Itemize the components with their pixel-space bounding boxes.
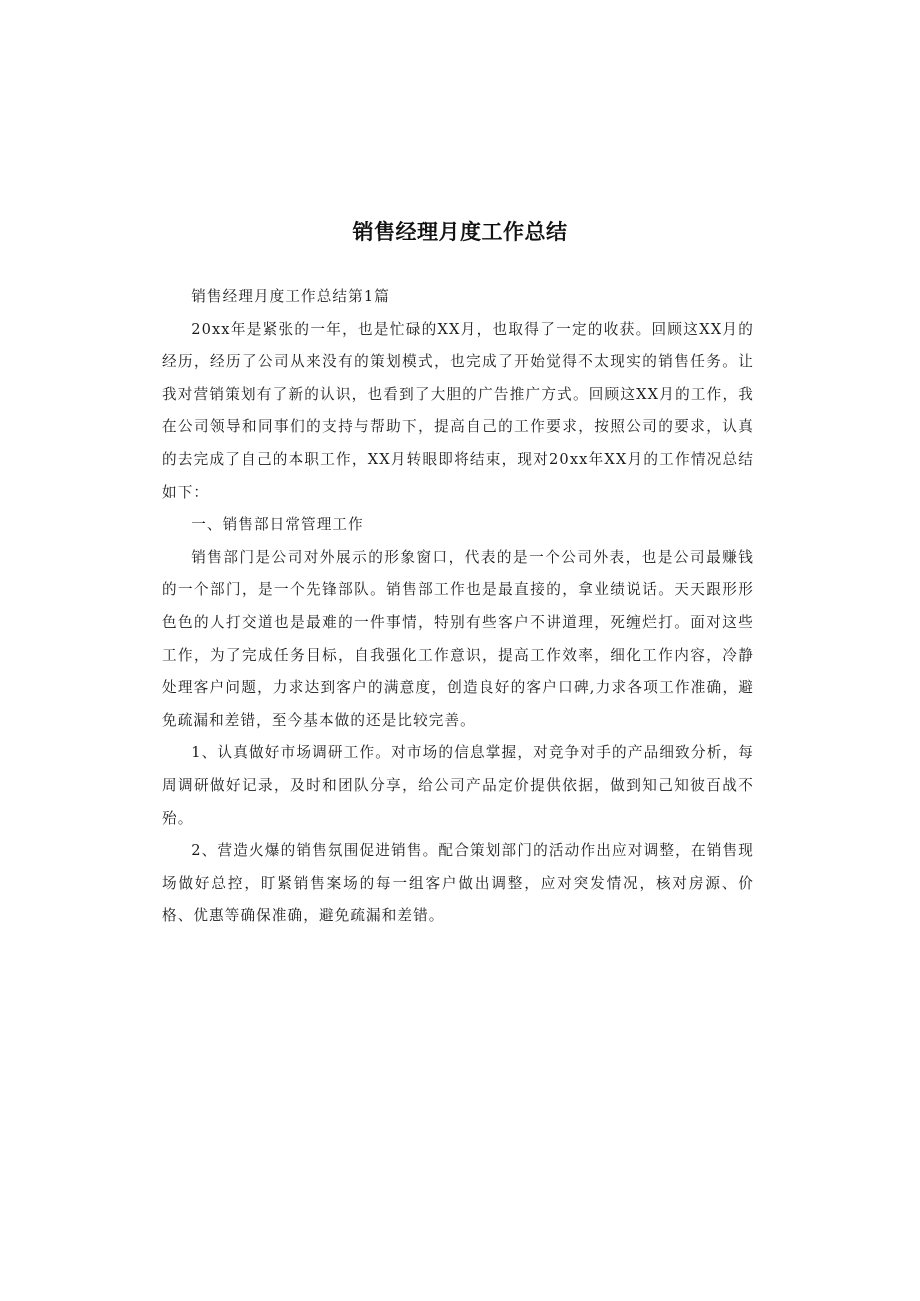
section-heading-daily-management: 一、销售部日常管理工作 <box>191 516 364 534</box>
section-heading-article: 销售经理月度工作总结第1篇 <box>191 288 390 305</box>
document-body <box>162 281 754 933</box>
sales-atmosphere-paragraph: 2、营造火爆的销售氛围促进销售。配合策划部门的活动作出应对调整，在销售现场做好总控，盯紧销售案场的每一组客户做出调整，应对突发情况，核对房源、价格、优惠等确保准确，避免疏漏和差错。 <box>162 842 754 925</box>
market-research-paragraph: 1、认真做好市场调研工作。对市场的信息掌握，对竞争对手的产品细致分析，每周调研做好记录，及时和团队分享，给公司产品定价提供依据，做到知己知彼百战不殆。 <box>162 744 754 827</box>
sales-department-paragraph: 销售部门是公司对外展示的形象窗口，代表的是一个公司外表，也是公司最赚钱的一个部门，是一个先锋部队。销售部工作也是最直接的，拿业绩说话。天天跟形形色色的人打交道也是最难的一件事情，特别有些客户不讲道理，死缠烂打。面对这些工作，为了完成任务目标，自我强化工作意识，提高工作效率，细化工作内容，冷静处理客户问题，力求达到客户的满意度，创造良好的客户口碑,力求各项工作准确，避免疏漏和差错，至今基本做的还是比较完善。 <box>162 548 754 729</box>
document-title: 销售经理月度工作总结 <box>352 220 568 244</box>
intro-paragraph: 20xx年是紧张的一年，也是忙碌的XX月，也取得了一定的收获。回顾这XX月的经历，经历了公司从来没有的策划模式，也完成了开始觉得不太现实的销售任务。让我对营销策划有了新的认识，也看到了大胆的广告推广方式。回顾这XX月的工作，我在公司领导和同事们的支持与帮助下，提高自己的工作要求，按照公司的要求，认真的去完成了自己的本职工作，XX月转眼即将结束，现对20xx年XX月的工作情况总结如下： <box>162 320 754 501</box>
